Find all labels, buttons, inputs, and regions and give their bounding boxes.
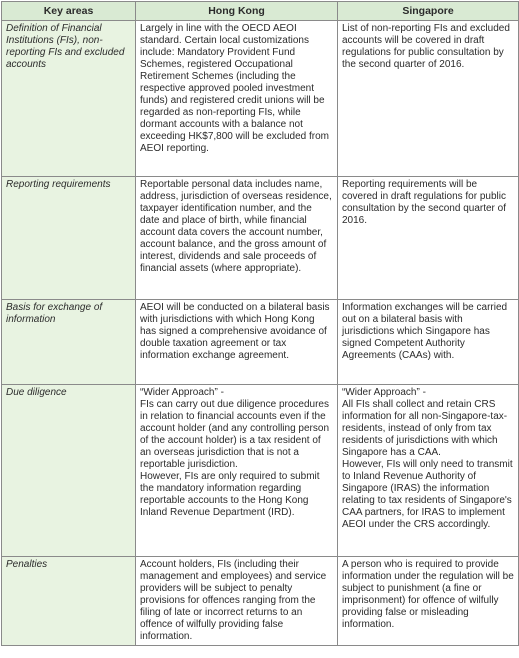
hong-kong-text: Largely in line with the OECD AEOI standard. Certain local customizations include: Mandatory Provident Fund Schemes, registered Occupational Retirement Schemes (including the respective approved pooled investment funds) and registered credit unions will be regarded as non-reporting FIs, while dormant accounts with a balance not exceeding HK$7,800 will be excluded from AEOI reporting. <box>140 23 329 154</box>
header-key-areas: Key areas <box>2 2 136 21</box>
singapore-text: Information exchanges will be carried out on a bilateral basis with jurisdictions which Singapore has signed Competent Authority Agreements (CAAs) with. <box>342 302 508 361</box>
key-area-cell: Due diligence <box>2 385 136 557</box>
singapore-text: List of non-reporting FIs and excluded accounts will be covered in draft regulations for public consultation by the second quarter of 2016. <box>342 23 510 70</box>
singapore-cell <box>338 21 519 177</box>
header-singapore: Singapore <box>338 2 519 21</box>
hong-kong-cell <box>136 177 338 300</box>
singapore-cell <box>338 177 519 300</box>
key-area-cell: Penalties <box>2 557 136 646</box>
table-row <box>2 177 519 300</box>
singapore-cell <box>338 300 519 385</box>
hong-kong-cell <box>136 300 338 385</box>
singapore-text: However, FIs will only need to transmit to Inland Revenue Authority of Singapore (IRAS) the information relating to tax residents of Singapore's CAA partners, for IRAS to implement AEOI under the CRS accordingly. <box>342 459 513 530</box>
singapore-cell <box>338 385 519 557</box>
hong-kong-text: AEOI will be conducted on a bilateral basis with jurisdictions with which Hong Kong has signed a comprehensive avoidance of double taxation agreement or tax information exchange agreement. <box>140 302 330 361</box>
singapore-text: All FIs shall collect and retain CRS information for all non-Singapore-tax-residents, instead of only from tax residents of jurisdictions with which Singapore has a CAA. <box>342 399 508 458</box>
hong-kong-cell <box>136 557 338 646</box>
singapore-text: “Wider Approach” - <box>342 387 426 398</box>
table-row <box>2 385 519 557</box>
singapore-cell <box>338 557 519 646</box>
comparison-table <box>1 1 519 646</box>
key-area-cell: Definition of Financial Institutions (FIs), non-reporting FIs and excluded accounts <box>2 21 136 177</box>
key-area-cell: Basis for exchange of information <box>2 300 136 385</box>
header-row <box>2 2 519 21</box>
hong-kong-text: Reportable personal data includes name, address, jurisdiction of overseas residence, taxpayer identification number, and the date and place of birth, while financial account data covers the account number, account balance, and the gross amount of interest, dividends and sale proceeds of financial assets (where appropriate). <box>140 179 332 274</box>
table-row <box>2 300 519 385</box>
hong-kong-text: FIs can carry out due diligence procedures in relation to financial accounts even if the account holder (and any controlling person of the account holder) is a tax resident of an overseas jurisdiction that is not a reportable jurisdiction. <box>140 399 330 470</box>
singapore-text: A person who is required to provide information under the regulation will be subject to punishment (a fine or imprisonment) for offence of wilfully providing false or misleading information. <box>342 559 514 630</box>
header-hong-kong: Hong Kong <box>136 2 338 21</box>
singapore-text: Reporting requirements will be covered in draft regulations for public consultation by the second quarter of 2016. <box>342 179 506 226</box>
hong-kong-cell <box>136 385 338 557</box>
hong-kong-cell <box>136 21 338 177</box>
hong-kong-text: “Wider Approach” - <box>140 387 224 398</box>
hong-kong-text: However, FIs are only required to submit the mandatory information regarding reportable accounts to the Hong Kong Inland Revenue Department (IRD). <box>140 471 320 518</box>
key-area-cell: Reporting requirements <box>2 177 136 300</box>
table-row <box>2 21 519 177</box>
table-row <box>2 557 519 646</box>
hong-kong-text: Account holders, FIs (including their management and employees) and service providers will be subject to penalty provisions for offences ranging from the filing of late or incorrect returns to an offence of wilfully providing false information. <box>140 559 327 642</box>
